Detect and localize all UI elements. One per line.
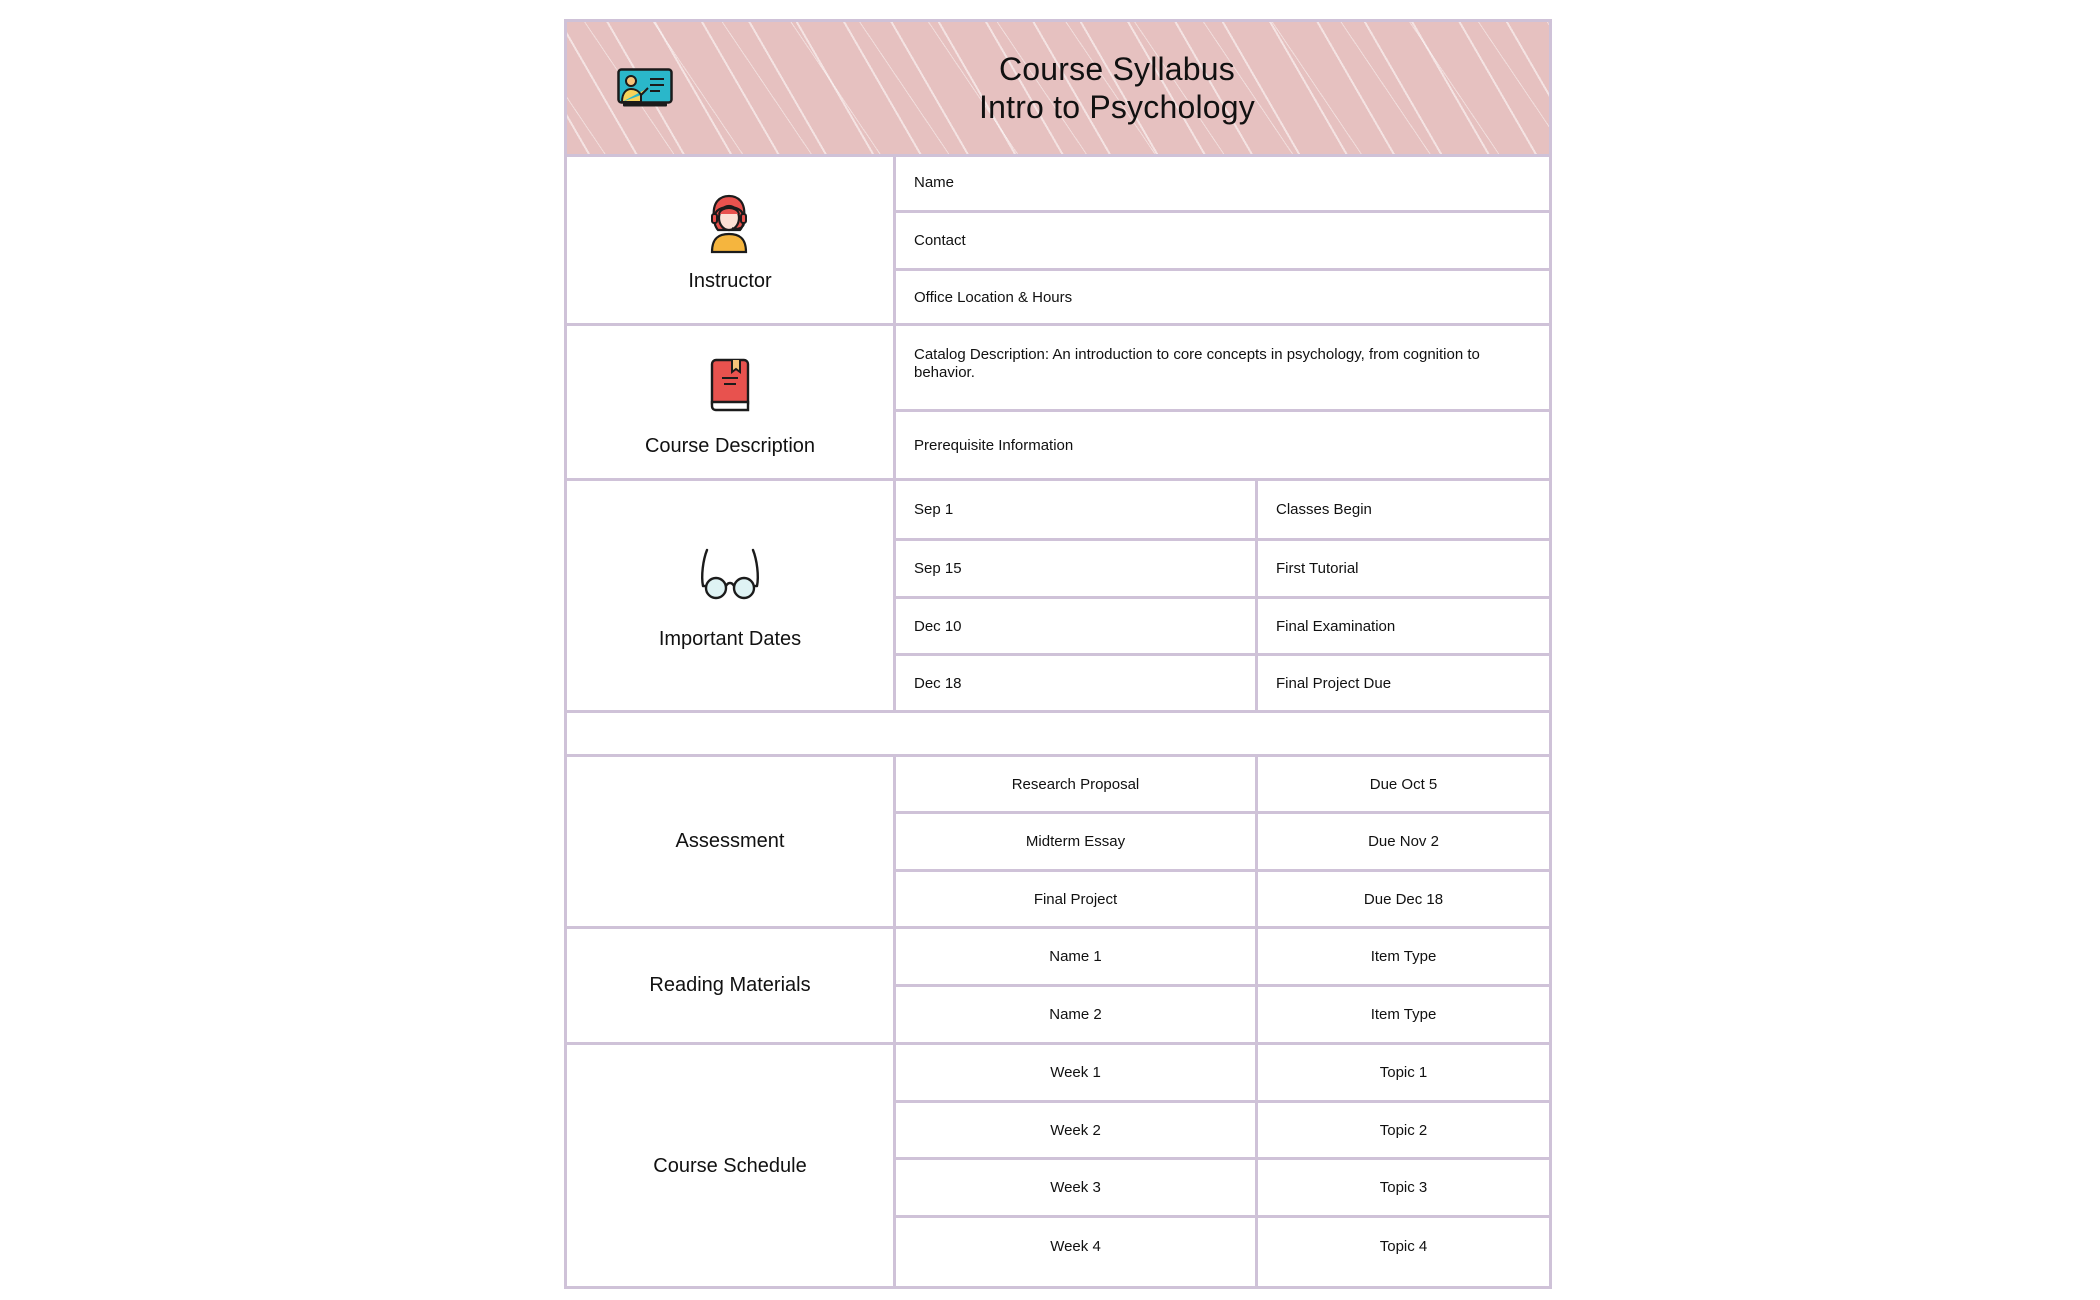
section-label-reading-materials: Reading Materials [649, 974, 811, 996]
date-cell[interactable]: Sep 15 [914, 560, 962, 577]
event-cell[interactable]: First Tutorial [1276, 560, 1359, 577]
event-cell[interactable]: Classes Begin [1276, 501, 1372, 518]
instructor-office-field[interactable]: Office Location & Hours [914, 288, 1073, 306]
instructor-name-field[interactable]: Name [914, 173, 955, 191]
book-icon [708, 356, 752, 414]
assessment-due-cell[interactable]: Due Nov 2 [1368, 833, 1439, 850]
reading-type-cell[interactable]: Item Type [1370, 948, 1437, 965]
teacher-board-icon [617, 68, 673, 108]
syllabus-sheet [564, 19, 1552, 1289]
section-label-important-dates: Important Dates [658, 628, 802, 650]
schedule-topic-cell[interactable]: Topic 2 [1379, 1121, 1428, 1139]
assessment-due-cell[interactable]: Due Dec 18 [1363, 890, 1444, 908]
schedule-topic-cell[interactable]: Topic 3 [1379, 1179, 1428, 1196]
assessment-due-cell[interactable]: Due Oct 5 [1369, 775, 1438, 793]
header-banner [567, 22, 1549, 157]
schedule-week-cell[interactable]: Week 4 [1050, 1237, 1101, 1255]
schedule-topic-cell[interactable]: Topic 4 [1379, 1237, 1428, 1255]
catalog-description-field[interactable]: Catalog Description: An introduction to core concepts in psychology, from cognition to behavior. [914, 346, 1480, 381]
title-line-2: Intro to Psychology [979, 89, 1255, 125]
schedule-week-cell[interactable]: Week 1 [1050, 1064, 1101, 1081]
event-cell[interactable]: Final Project Due [1276, 674, 1392, 692]
reading-name-cell[interactable]: Name 1 [1049, 948, 1102, 965]
event-cell[interactable]: Final Examination [1276, 617, 1396, 635]
schedule-week-cell[interactable]: Week 2 [1050, 1121, 1101, 1139]
section-divider [567, 710, 1549, 713]
schedule-week-cell[interactable]: Week 3 [1050, 1179, 1101, 1196]
assessment-item-cell[interactable]: Midterm Essay [1025, 833, 1126, 850]
section-label-course-description: Course Description [644, 435, 816, 457]
prerequisite-field[interactable]: Prerequisite Information [914, 436, 1074, 454]
title-line-1: Course Syllabus [999, 51, 1235, 87]
date-cell[interactable]: Dec 18 [914, 674, 962, 692]
glasses-icon [697, 546, 763, 600]
reading-name-cell[interactable]: Name 2 [1049, 1006, 1102, 1023]
section-label-instructor: Instructor [688, 270, 772, 292]
section-label-course-schedule: Course Schedule [653, 1155, 807, 1177]
assessment-item-cell[interactable]: Research Proposal [1011, 775, 1140, 793]
instructor-contact-field[interactable]: Contact [914, 232, 966, 249]
page-title [867, 50, 1367, 126]
instructor-headset-icon [704, 192, 754, 254]
date-cell[interactable]: Sep 1 [914, 501, 954, 518]
date-cell[interactable]: Dec 10 [914, 617, 962, 635]
reading-type-cell[interactable]: Item Type [1370, 1006, 1437, 1023]
assessment-item-cell[interactable]: Final Project [1033, 890, 1118, 908]
section-label-assessment: Assessment [675, 830, 785, 852]
schedule-topic-cell[interactable]: Topic 1 [1379, 1064, 1428, 1081]
